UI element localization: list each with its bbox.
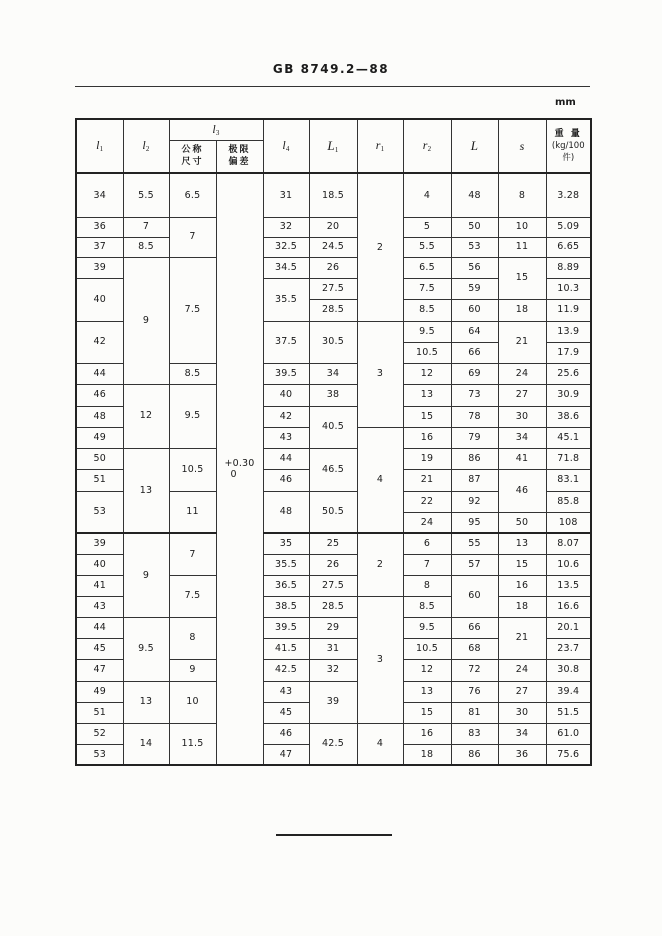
cell-l3-nominal: 7	[169, 217, 216, 257]
cell-r2: 16	[403, 427, 451, 448]
cell-upper-l: 55	[451, 533, 498, 554]
cell-r2: 13	[403, 681, 451, 702]
cell-l1: 42	[76, 321, 123, 363]
col-header-l2	[123, 119, 169, 173]
symbol-base: L	[470, 138, 479, 154]
cell-weight: 16.6	[546, 596, 591, 617]
cell-l2: 7	[123, 217, 169, 237]
cell-r2: 12	[403, 363, 451, 384]
cell-l4: 44	[263, 448, 309, 469]
cell-weight: 75.6	[546, 744, 591, 765]
cell-l4: 38.5	[263, 596, 309, 617]
symbol-base: r	[422, 138, 428, 152]
cell-l4: 40	[263, 384, 309, 406]
cell-r1: 4	[357, 723, 403, 765]
symbol-base: l	[212, 121, 216, 136]
cell-l4: 39.5	[263, 617, 309, 638]
col-header-l3	[169, 119, 263, 140]
cell-l3-nominal: 7.5	[169, 575, 216, 617]
cell-upper-l1: 40.5	[309, 406, 357, 448]
cell-r2: 8.5	[403, 596, 451, 617]
cell-upper-l1: 18.5	[309, 173, 357, 217]
cell-upper-l1: 27.5	[309, 278, 357, 299]
cell-r1: 2	[357, 533, 403, 596]
cell-upper-l: 56	[451, 257, 498, 278]
cell-l1: 34	[76, 173, 123, 217]
cell-upper-l1: 27.5	[309, 575, 357, 596]
cell-l4: 48	[263, 491, 309, 533]
cell-l4: 45	[263, 702, 309, 723]
cell-l3-nominal: 7	[169, 533, 216, 575]
cell-s: 21	[498, 321, 546, 363]
cell-upper-l: 53	[451, 237, 498, 257]
cell-weight: 6.65	[546, 237, 591, 257]
cell-l4: 43	[263, 427, 309, 448]
cell-l1: 49	[76, 681, 123, 702]
cell-s: 16	[498, 575, 546, 596]
col-header-upper-l1	[309, 119, 357, 173]
cell-r2: 13	[403, 384, 451, 406]
cell-l1: 50	[76, 448, 123, 469]
cell-upper-l1: 28.5	[309, 596, 357, 617]
cell-s: 13	[498, 533, 546, 554]
cell-r2: 10.5	[403, 638, 451, 659]
symbol-subscript: 1	[99, 145, 104, 153]
cell-upper-l: 60	[451, 299, 498, 321]
cell-l1: 41	[76, 575, 123, 596]
col-header-s	[498, 119, 546, 173]
cell-l3-nominal: 8	[169, 617, 216, 659]
cell-l4: 31	[263, 173, 309, 217]
cell-upper-l: 79	[451, 427, 498, 448]
cell-upper-l: 76	[451, 681, 498, 702]
cell-l4: 47	[263, 744, 309, 765]
cell-s: 30	[498, 406, 546, 427]
cell-l2: 9	[123, 257, 169, 384]
cell-weight: 71.8	[546, 448, 591, 469]
cell-upper-l1: 30.5	[309, 321, 357, 363]
cell-weight: 20.1	[546, 617, 591, 638]
cell-s: 11	[498, 237, 546, 257]
table-row	[76, 173, 591, 217]
cell-l3-nominal: 9.5	[169, 384, 216, 448]
tolerance-lower: 0	[230, 469, 237, 480]
cell-l1: 53	[76, 744, 123, 765]
cell-s: 41	[498, 448, 546, 469]
cell-l1: 51	[76, 702, 123, 723]
cell-l1: 48	[76, 406, 123, 427]
cell-upper-l: 66	[451, 617, 498, 638]
table-row	[76, 257, 591, 278]
cell-l1: 51	[76, 469, 123, 491]
cell-weight: 38.6	[546, 406, 591, 427]
cell-upper-l1: 46.5	[309, 448, 357, 491]
tolerance-value	[224, 458, 254, 480]
cell-r2: 10.5	[403, 342, 451, 363]
cell-weight: 23.7	[546, 638, 591, 659]
cell-weight: 45.1	[546, 427, 591, 448]
table-row	[76, 217, 591, 237]
cell-weight: 83.1	[546, 469, 591, 491]
cell-weight: 13.5	[546, 575, 591, 596]
dimension-table	[75, 118, 592, 766]
cell-r2: 9.5	[403, 617, 451, 638]
cell-upper-l: 50	[451, 217, 498, 237]
symbol-base: l	[96, 138, 100, 152]
cell-l3-nominal: 9	[169, 659, 216, 681]
cell-upper-l1: 26	[309, 554, 357, 575]
cell-r2: 19	[403, 448, 451, 469]
cell-l1: 36	[76, 217, 123, 237]
col-header-l3-tolerance	[216, 140, 263, 173]
cell-l1: 40	[76, 278, 123, 321]
cell-l1: 52	[76, 723, 123, 744]
header-row	[76, 119, 591, 140]
cell-l3-nominal: 10	[169, 681, 216, 723]
cell-upper-l: 57	[451, 554, 498, 575]
header-line: 公称	[181, 145, 204, 156]
col-header-r1	[357, 119, 403, 173]
tolerance-upper: +0.30	[224, 458, 255, 469]
cell-l4: 32	[263, 217, 309, 237]
cell-r2: 6	[403, 533, 451, 554]
table-row	[76, 384, 591, 406]
cell-l1: 39	[76, 533, 123, 554]
cell-weight: 85.8	[546, 491, 591, 512]
cell-upper-l1: 42.5	[309, 723, 357, 765]
cell-upper-l1: 24.5	[309, 237, 357, 257]
cell-l4: 39.5	[263, 363, 309, 384]
table-row	[76, 448, 591, 469]
weight-label: 重 量	[554, 129, 582, 139]
cell-l4: 36.5	[263, 575, 309, 596]
cell-s: 24	[498, 659, 546, 681]
cell-weight: 3.28	[546, 173, 591, 217]
cell-l2: 14	[123, 723, 169, 765]
cell-l1: 49	[76, 427, 123, 448]
cell-weight: 39.4	[546, 681, 591, 702]
cell-r2: 18	[403, 744, 451, 765]
cell-upper-l1: 39	[309, 681, 357, 723]
cell-weight: 10.3	[546, 278, 591, 299]
symbol-subscript: 1	[380, 145, 385, 153]
symbol-base: l	[142, 138, 146, 152]
cell-s: 34	[498, 427, 546, 448]
header-line: 偏差	[228, 157, 251, 168]
cell-upper-l: 87	[451, 469, 498, 491]
cell-upper-l: 95	[451, 512, 498, 533]
cell-upper-l: 92	[451, 491, 498, 512]
cell-upper-l1: 31	[309, 638, 357, 659]
cell-weight: 51.5	[546, 702, 591, 723]
cell-upper-l: 86	[451, 744, 498, 765]
table-body	[76, 173, 591, 765]
table-row	[76, 533, 591, 554]
cell-l4: 37.5	[263, 321, 309, 363]
cell-upper-l: 68	[451, 638, 498, 659]
cell-upper-l1: 29	[309, 617, 357, 638]
cell-l4: 42	[263, 406, 309, 427]
cell-l1: 44	[76, 363, 123, 384]
header-line: 极限	[228, 145, 251, 156]
cell-upper-l: 83	[451, 723, 498, 744]
cell-r1: 3	[357, 596, 403, 723]
col-header-weight	[546, 119, 591, 173]
cell-weight: 17.9	[546, 342, 591, 363]
cell-l1: 43	[76, 596, 123, 617]
table-row	[76, 723, 591, 744]
cell-weight: 108	[546, 512, 591, 533]
cell-r2: 7	[403, 554, 451, 575]
header-line: 尺寸	[181, 157, 204, 168]
cell-l4: 46	[263, 469, 309, 491]
header-rule	[75, 86, 590, 87]
cell-weight: 30.9	[546, 384, 591, 406]
cell-r1: 3	[357, 321, 403, 427]
cell-s: 18	[498, 596, 546, 617]
cell-s: 50	[498, 512, 546, 533]
symbol-base: l	[282, 138, 286, 152]
symbol-base: L	[327, 137, 335, 153]
cell-l3-nominal: 11.5	[169, 723, 216, 765]
cell-s: 24	[498, 363, 546, 384]
cell-l4: 34.5	[263, 257, 309, 278]
cell-upper-l: 66	[451, 342, 498, 363]
cell-upper-l: 60	[451, 575, 498, 617]
weight-unit: (kg/100件)	[551, 141, 585, 163]
cell-upper-l: 78	[451, 406, 498, 427]
symbol-subscript: 2	[145, 145, 150, 153]
cell-upper-l1: 50.5	[309, 491, 357, 533]
cell-l3-nominal: 10.5	[169, 448, 216, 491]
cell-upper-l1: 25	[309, 533, 357, 554]
symbol-subscript: 3	[215, 128, 220, 137]
cell-l2: 9.5	[123, 617, 169, 681]
cell-r2: 16	[403, 723, 451, 744]
col-header-l3-nominal	[169, 140, 216, 173]
col-header-l4	[263, 119, 309, 173]
cell-upper-l: 69	[451, 363, 498, 384]
cell-upper-l: 72	[451, 659, 498, 681]
cell-weight: 30.8	[546, 659, 591, 681]
table-row	[76, 681, 591, 702]
table-row	[76, 237, 591, 257]
cell-weight: 13.9	[546, 321, 591, 342]
cell-l4: 35.5	[263, 278, 309, 321]
cell-l1: 47	[76, 659, 123, 681]
symbol-subscript: 1	[334, 145, 339, 154]
cell-upper-l1: 32	[309, 659, 357, 681]
cell-r2: 9.5	[403, 321, 451, 342]
cell-l2: 13	[123, 448, 169, 533]
footer-rule	[276, 834, 392, 836]
cell-r2: 7.5	[403, 278, 451, 299]
cell-l3-nominal: 8.5	[169, 363, 216, 384]
cell-weight: 25.6	[546, 363, 591, 384]
cell-s: 15	[498, 554, 546, 575]
cell-s: 21	[498, 617, 546, 659]
cell-r2: 5	[403, 217, 451, 237]
cell-s: 8	[498, 173, 546, 217]
cell-upper-l1: 26	[309, 257, 357, 278]
cell-weight: 5.09	[546, 217, 591, 237]
cell-r2: 12	[403, 659, 451, 681]
cell-l4: 41.5	[263, 638, 309, 659]
symbol-subscript: 4	[285, 145, 290, 153]
cell-l2: 9	[123, 533, 169, 617]
cell-r1: 2	[357, 173, 403, 321]
cell-r1: 4	[357, 427, 403, 533]
cell-s: 27	[498, 384, 546, 406]
cell-upper-l: 59	[451, 278, 498, 299]
cell-s: 46	[498, 469, 546, 512]
cell-r2: 15	[403, 406, 451, 427]
cell-s: 36	[498, 744, 546, 765]
cell-l1: 44	[76, 617, 123, 638]
cell-l4: 42.5	[263, 659, 309, 681]
cell-l4: 35	[263, 533, 309, 554]
standard-code: GB 8749.2—88	[272, 62, 390, 76]
cell-upper-l: 81	[451, 702, 498, 723]
cell-weight: 8.89	[546, 257, 591, 278]
cell-s: 10	[498, 217, 546, 237]
cell-l2: 5.5	[123, 173, 169, 217]
cell-l1: 53	[76, 491, 123, 533]
cell-upper-l1: 34	[309, 363, 357, 384]
cell-r2: 21	[403, 469, 451, 491]
cell-s: 30	[498, 702, 546, 723]
cell-weight: 11.9	[546, 299, 591, 321]
cell-l1: 45	[76, 638, 123, 659]
cell-l1: 37	[76, 237, 123, 257]
cell-l3-tolerance	[216, 173, 263, 765]
cell-l1: 39	[76, 257, 123, 278]
cell-s: 18	[498, 299, 546, 321]
cell-upper-l: 73	[451, 384, 498, 406]
cell-l2: 8.5	[123, 237, 169, 257]
cell-s: 34	[498, 723, 546, 744]
cell-upper-l: 48	[451, 173, 498, 217]
cell-r2: 5.5	[403, 237, 451, 257]
cell-l2: 12	[123, 384, 169, 448]
unit-label: mm	[555, 97, 576, 108]
cell-r2: 22	[403, 491, 451, 512]
cell-l2: 13	[123, 681, 169, 723]
symbol-base: s	[519, 138, 525, 153]
cell-l1: 46	[76, 384, 123, 406]
cell-upper-l1: 20	[309, 217, 357, 237]
col-header-l1	[76, 119, 123, 173]
cell-weight: 8.07	[546, 533, 591, 554]
cell-l3-nominal: 7.5	[169, 257, 216, 363]
col-header-upper-l	[451, 119, 498, 173]
cell-r2: 6.5	[403, 257, 451, 278]
table-row	[76, 617, 591, 638]
cell-l3-nominal: 6.5	[169, 173, 216, 217]
cell-l4: 35.5	[263, 554, 309, 575]
cell-l1: 40	[76, 554, 123, 575]
cell-l4: 46	[263, 723, 309, 744]
cell-l4: 32.5	[263, 237, 309, 257]
cell-s: 27	[498, 681, 546, 702]
cell-upper-l: 64	[451, 321, 498, 342]
cell-r2: 8.5	[403, 299, 451, 321]
symbol-base: r	[375, 138, 381, 152]
cell-s: 15	[498, 257, 546, 299]
col-header-r2	[403, 119, 451, 173]
cell-weight: 61.0	[546, 723, 591, 744]
cell-l3-nominal: 11	[169, 491, 216, 533]
cell-r2: 15	[403, 702, 451, 723]
cell-weight: 10.6	[546, 554, 591, 575]
cell-r2: 8	[403, 575, 451, 596]
cell-upper-l1: 38	[309, 384, 357, 406]
cell-r2: 4	[403, 173, 451, 217]
cell-upper-l: 86	[451, 448, 498, 469]
cell-l4: 43	[263, 681, 309, 702]
symbol-subscript: 2	[427, 145, 432, 153]
cell-r2: 24	[403, 512, 451, 533]
cell-upper-l1: 28.5	[309, 299, 357, 321]
